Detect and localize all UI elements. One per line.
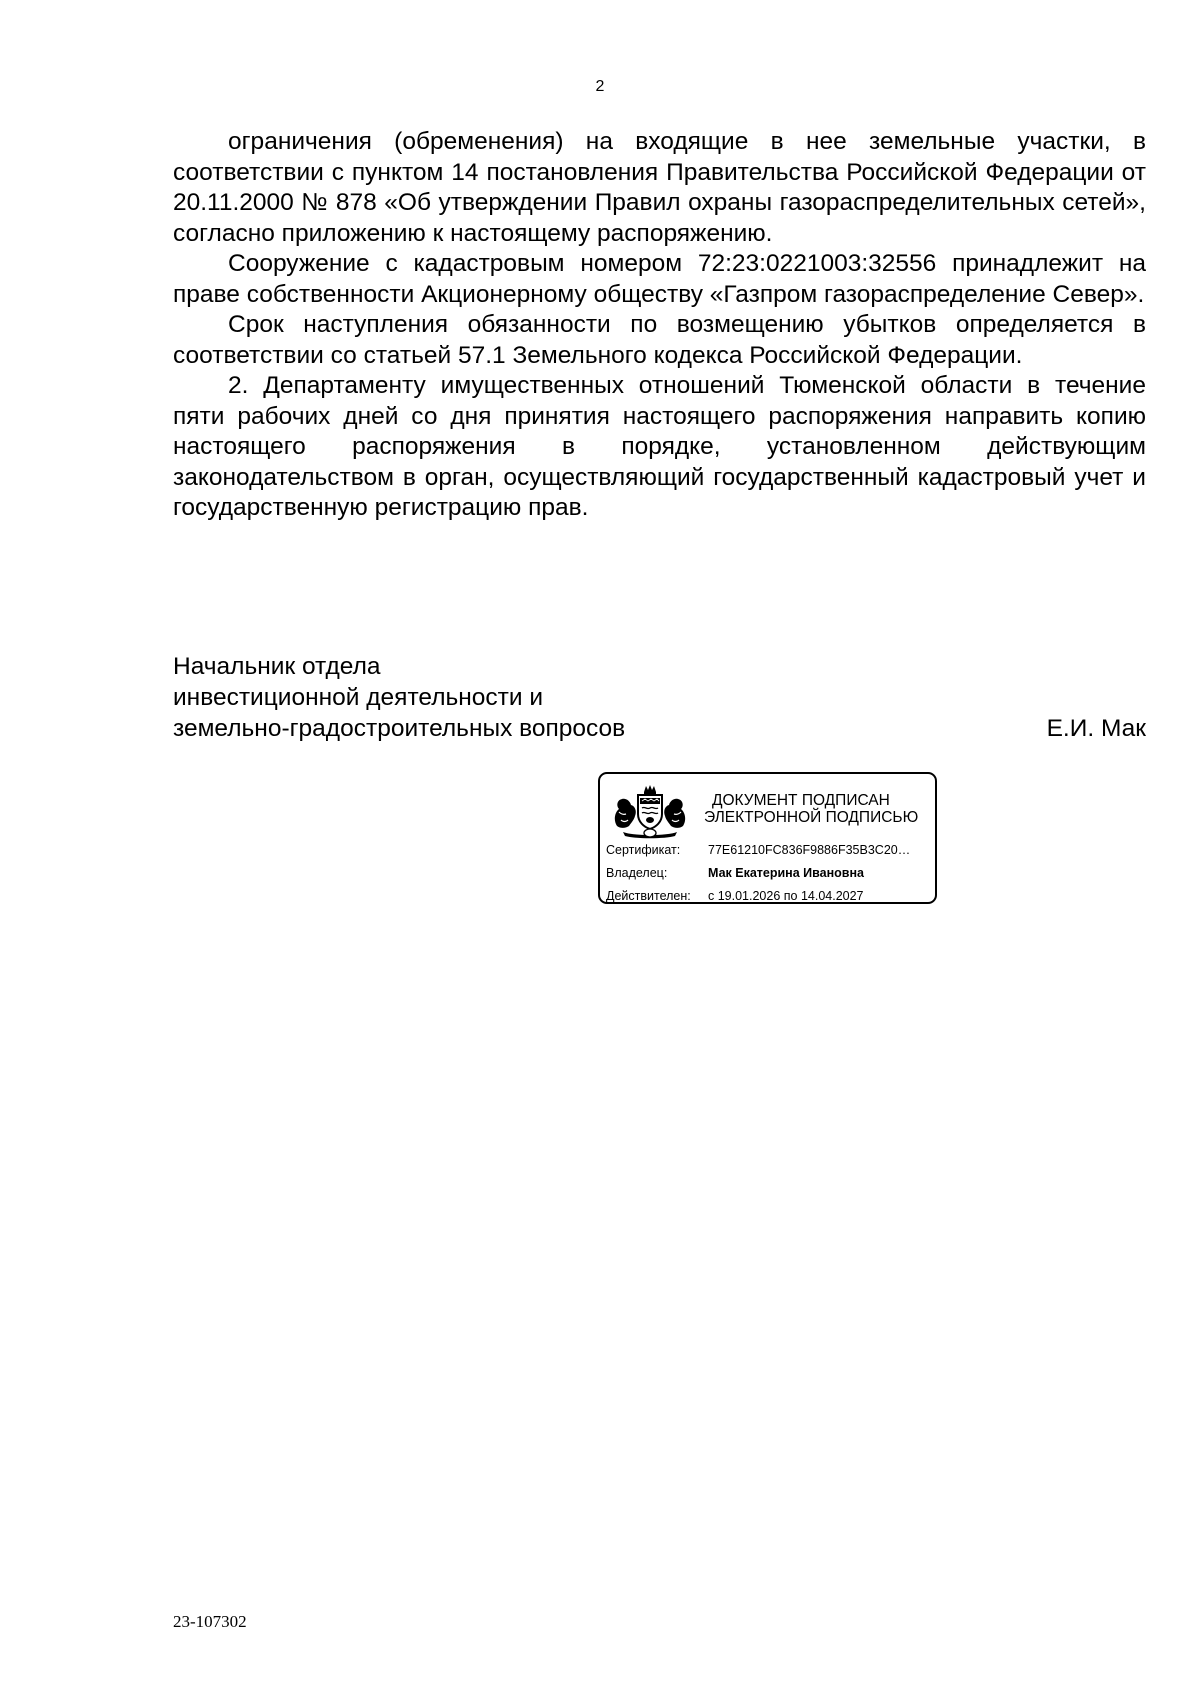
validity-label: Действителен:: [606, 889, 691, 903]
paragraph-ownership: Сооружение с кадастровым номером 72:23:0221003:32556 принадлежит на праве собственности Акционерному обществу «Газпром газораспределение Север».: [173, 250, 1146, 308]
stamp-certificate-row: [606, 842, 910, 859]
document-body: [173, 127, 1146, 524]
owner-label: Владелец:: [606, 866, 668, 880]
signer-title-line: земельно-градостроительных вопросов: [173, 715, 626, 742]
signature-block: [173, 651, 1146, 744]
electronic-signature-stamp: [598, 772, 937, 904]
paragraph-encumbrance: ограничения (обременения) на входящие в нее земельные участки, в соответствии с пунктом 14 постановления Правительства Российской Федерации от 20.11.2000 № 878 «Об утверждении Правил охраны газораспределительных сетей», согласно приложению к настоящему распоряжению.: [173, 128, 1146, 247]
signer-name: Е.И. Мак: [1046, 715, 1146, 742]
owner-value: Мак Екатерина Ивановна: [708, 866, 864, 880]
stamp-owner-row: [606, 865, 864, 882]
paragraph-damages-term: Срок наступления обязанности по возмещению убытков определяется в соответствии со статьей 57.1 Земельного кодекса Российской Федерации.: [173, 311, 1146, 369]
paragraph-clause-2: 2. Департаменту имущественных отношений Тюменской области в течение пяти рабочих дней со дня принятия настоящего распоряжения направить копию настоящего распоряжения в порядке, установленном действующим законодательством в орган, осуществляющий государственный кадастровый учет и государственную регистрацию прав.: [173, 372, 1146, 521]
stamp-heading-line: ЭЛЕКТРОННОЙ ПОДПИСЬЮ: [704, 809, 919, 826]
document-id: 23-107302: [173, 1612, 247, 1631]
tyumen-coat-of-arms-icon: [609, 782, 691, 840]
stamp-heading: [704, 792, 924, 826]
stamp-validity-row: [606, 888, 864, 905]
certificate-label: Сертификат:: [606, 843, 681, 857]
validity-value: с 19.01.2026 по 14.04.2027: [708, 889, 864, 903]
stamp-heading-line: ДОКУМЕНТ ПОДПИСАН: [712, 792, 890, 809]
page-number: 2: [595, 78, 605, 95]
signer-title-line: Начальник отдела: [173, 653, 381, 680]
signer-title-line: инвестиционной деятельности и: [173, 684, 544, 711]
certificate-value: 77E61210FC836F9886F35B3C20…: [708, 843, 911, 857]
